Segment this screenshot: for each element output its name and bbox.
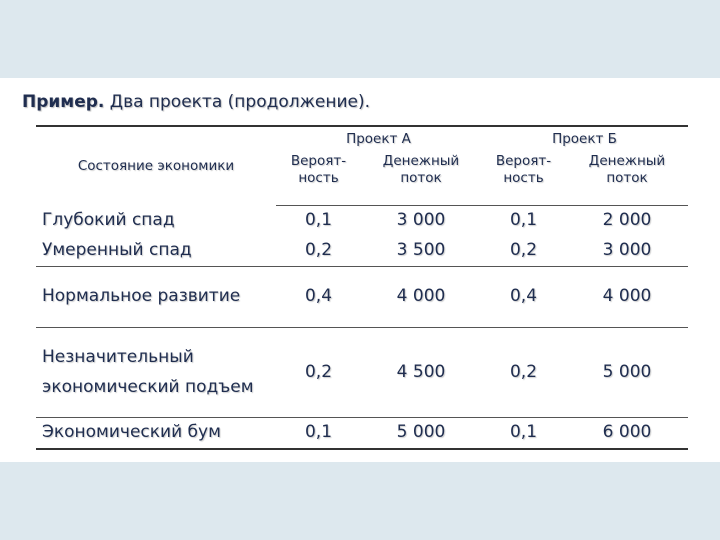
- state-header: Состояние экономики: [77, 157, 235, 174]
- project-b-header: Проект Б: [552, 130, 617, 147]
- flow-a-cell: 3 000: [396, 210, 446, 231]
- flow-a-cell: 4 500: [361, 328, 481, 418]
- table-row: [36, 236, 688, 267]
- flow-b-cell: 4 000: [566, 267, 688, 328]
- flow-a-cell: 3 500: [361, 236, 481, 267]
- state-cell: Нормальное развитие: [36, 267, 276, 328]
- title-prefix: Пример.: [22, 92, 105, 112]
- table-row: [36, 328, 688, 418]
- flow-a-header: Денежный поток: [361, 151, 481, 206]
- title-text: Два проекта (продолжение).: [109, 92, 371, 112]
- table-row: [36, 267, 688, 328]
- project-a-header: Проект А: [346, 130, 411, 147]
- prob-a-cell: 0,4: [276, 267, 361, 328]
- prob-b-cell: 0,1: [509, 422, 538, 443]
- state-cell: Экономический бум: [42, 422, 221, 443]
- prob-b-cell: 0,2: [481, 236, 566, 267]
- slide: [0, 78, 720, 462]
- prob-b-cell: 0,2: [481, 328, 566, 418]
- flow-a-cell: 5 000: [396, 422, 446, 443]
- state-cell: Умеренный спад: [36, 236, 276, 267]
- prob-a-cell: 0,2: [276, 236, 361, 267]
- flow-a-cell: 4 000: [361, 267, 481, 328]
- prob-a-cell: 0,1: [304, 422, 333, 443]
- prob-b-cell: 0,4: [481, 267, 566, 328]
- state-cell: Глубокий спад: [42, 210, 175, 230]
- flow-b-cell: 3 000: [566, 236, 688, 267]
- flow-b-cell: 2 000: [602, 210, 652, 231]
- state-cell: Незначительный экономический подъем: [36, 328, 276, 418]
- projects-table: [36, 125, 688, 450]
- flow-b-cell: 5 000: [566, 328, 688, 418]
- flow-b-header: Денежный поток: [566, 151, 688, 206]
- prob-a-cell: 0,1: [304, 210, 333, 231]
- table-row: [36, 418, 688, 450]
- prob-b-cell: 0,1: [509, 210, 538, 231]
- slide-title: [22, 92, 370, 112]
- table-row: [36, 206, 688, 237]
- prob-b-header: Вероят-ность: [481, 151, 566, 206]
- prob-a-header: Вероят-ность: [276, 151, 361, 206]
- prob-a-cell: 0,2: [276, 328, 361, 418]
- flow-b-cell: 6 000: [602, 422, 652, 443]
